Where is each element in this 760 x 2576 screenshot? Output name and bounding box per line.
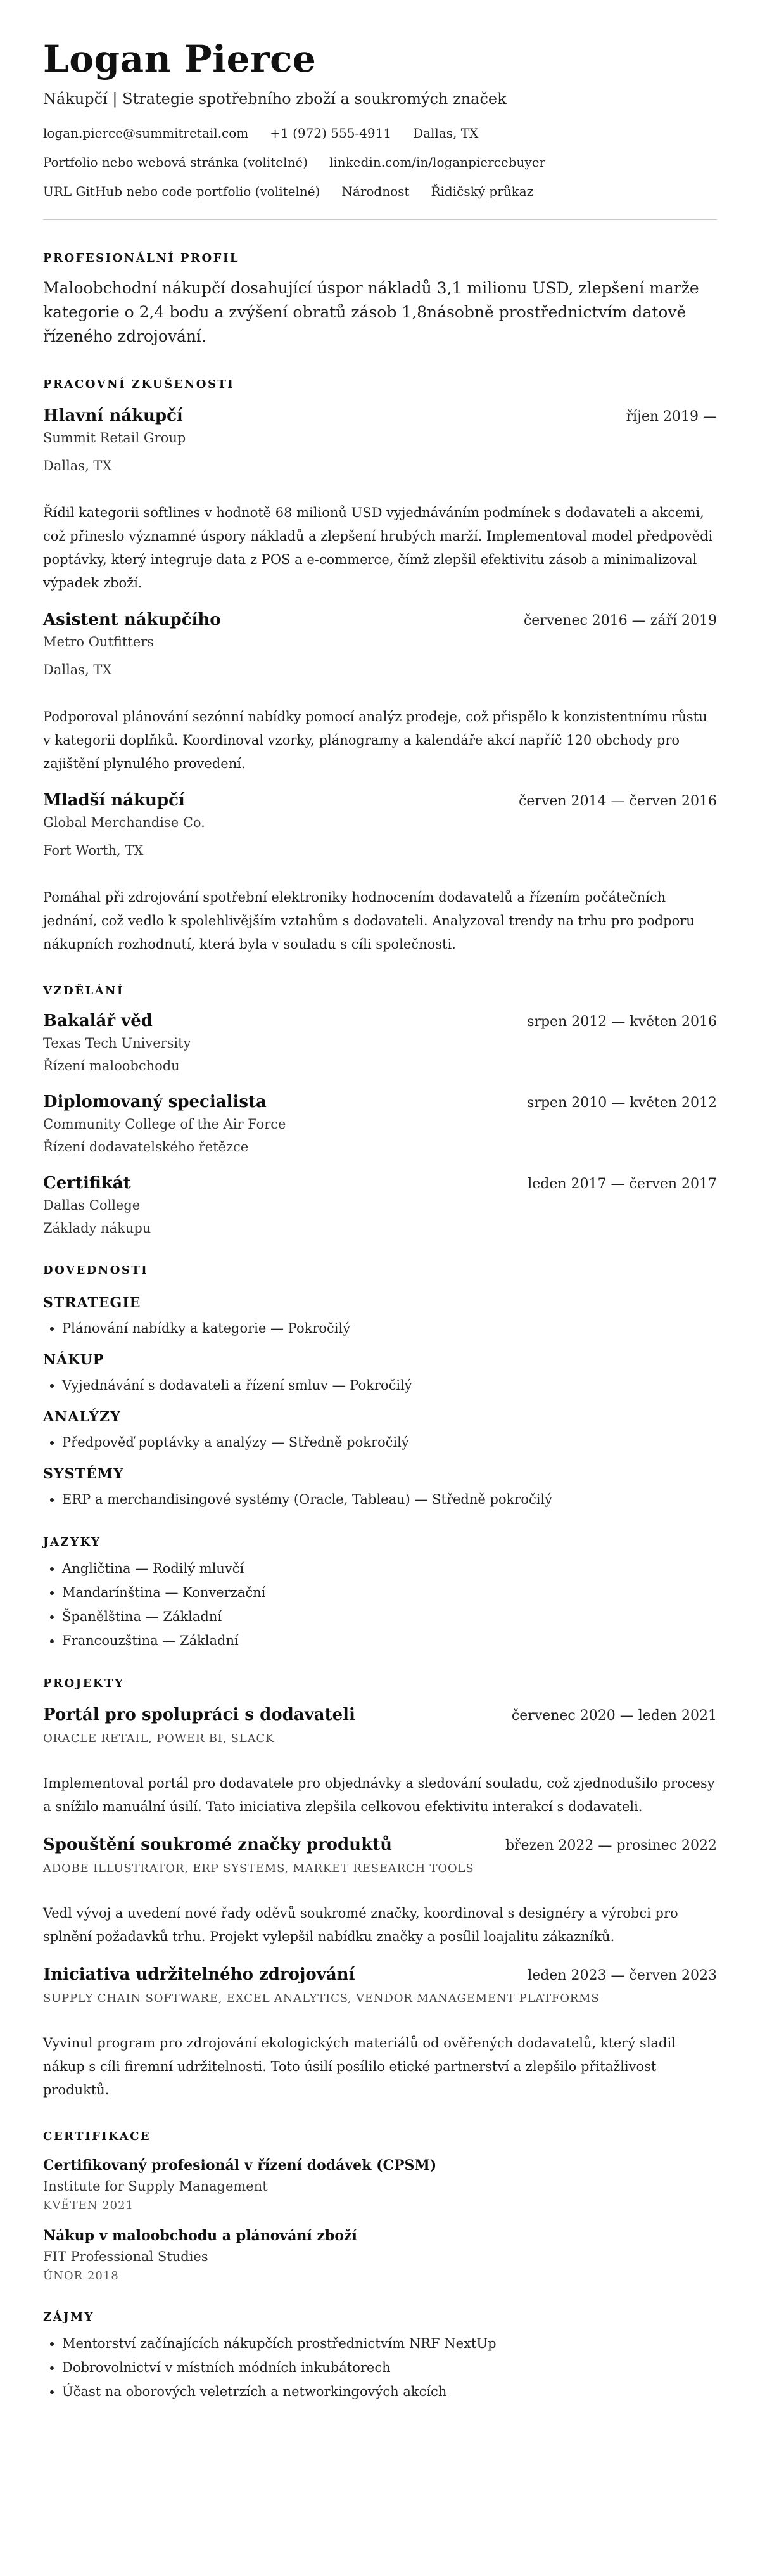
skill-list (43, 1320, 717, 1336)
profile-summary: Maloobchodní nákupčí dosahující úspor nákladů 3,1 milionu USD, zlepšení marže kategorie o 2,4 bodu a zvýšení obratů zásob 1,8násobně prostřednictvím datově řízeného zdrojování. (43, 279, 699, 345)
interest-list (43, 2335, 717, 2400)
skill-list (43, 1491, 717, 1508)
skill-list (43, 1377, 717, 1394)
project-description: Implementoval portál pro dodavatele pro objednávky a sledování souladu, což zjednodušilo procesy a snížilo manuální úsilí. Tato iniciativa zlepšila celkovou efektivitu interakcí s dodavateli. (43, 1776, 715, 1814)
skill-category-title: NÁKUP (43, 1352, 104, 1368)
location-text: Dallas, TX (413, 125, 479, 141)
education-dates: srpen 2012 — květen 2016 (527, 1014, 717, 1030)
interest-item: • Dobrovolnictví v místních módních inkubátorech (62, 2359, 717, 2376)
field-of-study: Základy nákupu (43, 1221, 151, 1236)
project-technologies: ORACLE RETAIL, POWER BI, SLACK (43, 1732, 275, 1745)
language-list (43, 1560, 717, 1649)
contact-row (43, 125, 717, 141)
certification-entry (43, 2157, 717, 2212)
certifications-heading: CERTIFIKACE (43, 2130, 151, 2143)
license-text: Řidičský průkaz (431, 184, 534, 199)
certification-date: ÚNOR 2018 (43, 2269, 119, 2283)
skill-category-title: SYSTÉMY (43, 1466, 124, 1482)
job-dates: říjen 2019 — (626, 409, 717, 425)
job-location: Dallas, TX (43, 458, 112, 473)
education-dates: srpen 2010 — květen 2012 (527, 1095, 717, 1111)
email-link[interactable]: logan.pierce@summitretail.com (43, 125, 249, 141)
project-title: Spouštění soukromé značky produktů (43, 1835, 393, 1854)
links-row (43, 155, 717, 170)
job-company: Metro Outfitters (43, 634, 155, 650)
nationality-text: Národnost (341, 184, 410, 199)
project-dates: leden 2023 — červen 2023 (528, 1968, 717, 1983)
extra-info-row (43, 184, 717, 199)
project-entry (43, 1705, 717, 1819)
education-heading: VZDĚLÁNÍ (43, 984, 124, 997)
school-name: Dallas College (43, 1198, 141, 1213)
job-company: Global Merchandise Co. (43, 815, 205, 830)
skill-list (43, 1434, 717, 1451)
certification-entry (43, 2227, 717, 2283)
header-divider (43, 219, 717, 220)
project-entry (43, 1835, 717, 1949)
degree-title: Bakalář věd (43, 1011, 153, 1030)
job-description: Řídil kategorii softlines v hodnotě 68 milionů USD vyjednáváním podmínek s dodavateli a akcemi, což přineslo významné úspory nákladů a zlepšení hrubých marží. Implementoval model předpovědi poptávky, který integruje data z POS a e-commerce, čímž zlepšil efektivitu zásob a minimalizoval výpadek zboží. (43, 505, 713, 591)
certification-title: Certifikovaný profesionál v řízení dodávek (CPSM) (43, 2157, 437, 2174)
job-company: Summit Retail Group (43, 430, 186, 445)
project-entry (43, 1965, 717, 2102)
education-entry (43, 1011, 717, 1073)
language-item: • Španělština — Základní (62, 1608, 717, 1625)
language-item: • Angličtina — Rodilý mluvčí (62, 1560, 717, 1577)
portfolio-link[interactable]: Portfolio nebo webová stránka (volitelné) (43, 155, 308, 170)
project-title: Iniciativa udržitelného zdrojování (43, 1965, 355, 1984)
project-description: Vyvinul program pro zdrojování ekologických materiálů od ověřených dodavatelů, který sladil nákup s cíli firemní udržitelnosti. Toto úsilí posílilo etické partnerství a zlepšilo přitažlivost produktů. (43, 2035, 676, 2098)
interest-item: • Mentorství začínajících nákupčích prostřednictvím NRF NextUp (62, 2335, 717, 2352)
skill-item: • Vyjednávání s dodavateli a řízení smluv — Pokročilý (62, 1377, 717, 1394)
project-dates: březen 2022 — prosinec 2022 (505, 1838, 717, 1854)
field-of-study: Řízení dodavatelského řetězce (43, 1139, 249, 1155)
interest-item: • Účast na oborových veletrzích a networkingových akcích (62, 2383, 717, 2400)
certification-issuer: Institute for Supply Management (43, 2179, 268, 2194)
skill-item: • Předpověď poptávky a analýzy — Středně pokročilý (62, 1434, 717, 1451)
school-name: Community College of the Air Force (43, 1117, 286, 1132)
school-name: Texas Tech University (43, 1035, 191, 1051)
job-dates: červen 2014 — červen 2016 (519, 793, 717, 809)
interests-heading: ZÁJMY (43, 2310, 94, 2324)
job-title: Mladší nákupčí (43, 791, 185, 810)
phone-number: +1 (972) 555-4911 (270, 125, 392, 141)
job-location: Fort Worth, TX (43, 843, 144, 858)
job-dates: červenec 2016 — září 2019 (523, 613, 717, 629)
job-title: Hlavní nákupčí (43, 406, 183, 425)
job-description: Podporoval plánování sezónní nabídky pomocí analýz prodeje, což přispělo k konzistentnímu růstu v kategorii doplňků. Koordinoval vzorky, plánogramy a kalendáře akcí napříč 120 obchody pro zajištění plynulého provedení. (43, 709, 707, 771)
project-technologies: SUPPLY CHAIN SOFTWARE, EXCEL ANALYTICS, VENDOR MANAGEMENT PLATFORMS (43, 1992, 600, 2005)
education-dates: leden 2017 — červen 2017 (528, 1176, 717, 1192)
degree-title: Certifikát (43, 1174, 131, 1193)
skills-heading: DOVEDNOSTI (43, 1264, 149, 1277)
languages-heading: JAZYKY (43, 1535, 101, 1549)
github-link[interactable]: URL GitHub nebo code portfolio (volitelné) (43, 184, 320, 199)
degree-title: Diplomovaný specialista (43, 1093, 267, 1112)
experience-entry (43, 610, 717, 776)
linkedin-link[interactable]: linkedin.com/in/loganpiercebuyer (329, 155, 546, 170)
certification-date: KVĚTEN 2021 (43, 2199, 134, 2212)
skill-category-title: STRATEGIE (43, 1295, 141, 1311)
education-entry (43, 1093, 717, 1155)
language-item: • Mandarínština — Konverzační (62, 1584, 717, 1601)
experience-entry (43, 406, 717, 595)
job-title: Asistent nákupčího (43, 610, 221, 629)
experience-heading: PRACOVNÍ ZKUŠENOSTI (43, 378, 235, 391)
certification-issuer: FIT Professional Studies (43, 2249, 208, 2264)
job-description: Pomáhal při zdrojování spotřební elektroniky hodnocením dodavatelů a řízením počátečních jednání, což vedlo k spolehlivějším vztahům s dodavateli. Analyzoval trendy na trhu pro podporu nákupních rozhodnutí, která byla v souladu s cíli společnosti. (43, 890, 695, 952)
language-item: • Francouzština — Základní (62, 1632, 717, 1649)
project-technologies: ADOBE ILLUSTRATOR, ERP SYSTEMS, MARKET RESEARCH TOOLS (43, 1862, 474, 1875)
skill-item: • Plánování nabídky a kategorie — Pokročilý (62, 1320, 717, 1336)
projects-heading: PROJEKTY (43, 1677, 125, 1690)
field-of-study: Řízení maloobchodu (43, 1058, 180, 1073)
profile-heading: PROFESIONÁLNÍ PROFIL (43, 252, 240, 265)
project-description: Vedl vývoj a uvedení nové řady oděvů soukromé značky, koordinoval s designéry a výrobci pro splnění požadavků trhu. Projekt vylepšil nabídku značky a posílil loajalitu zákazníků. (43, 1906, 678, 1944)
candidate-headline: Nákupčí | Strategie spotřebního zboží a soukromých značek (43, 90, 507, 108)
job-location: Dallas, TX (43, 662, 112, 677)
project-dates: červenec 2020 — leden 2021 (511, 1708, 717, 1724)
candidate-name: Logan Pierce (43, 37, 317, 80)
project-title: Portál pro spolupráci s dodavateli (43, 1705, 355, 1724)
skill-item: • ERP a merchandisingové systémy (Oracle, Tableau) — Středně pokročilý (62, 1491, 717, 1508)
experience-entry (43, 791, 717, 956)
skill-category-title: ANALÝZY (43, 1409, 121, 1425)
education-entry (43, 1174, 717, 1236)
certification-title: Nákup v maloobchodu a plánování zboží (43, 2227, 357, 2244)
